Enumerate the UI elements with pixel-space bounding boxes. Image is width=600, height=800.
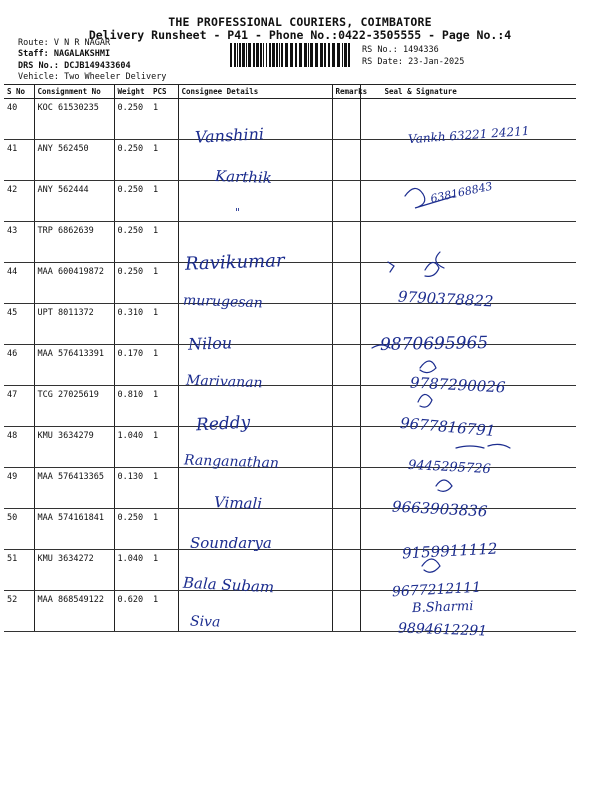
route-label: Route: <box>18 38 49 48</box>
company-title: THE PROFESSIONAL COURIERS, COIMBATORE <box>168 15 432 29</box>
vehicle-label: Vehicle: <box>18 72 59 82</box>
row-sno: 52 <box>4 591 34 632</box>
rs-no-label: RS No.: <box>362 45 398 55</box>
vehicle-value: Two Wheeler Delivery <box>64 72 167 82</box>
row-weight: 0.250 <box>114 99 150 140</box>
signature-stroke <box>425 262 439 276</box>
col-header-consignee: Consignee Details <box>178 85 332 99</box>
col-header-seal: Seal & Signature <box>360 85 576 99</box>
handwritten-consignee-name: Ranganathan <box>183 452 280 472</box>
row-sno: 48 <box>4 427 34 468</box>
handwritten-consignee-name: " <box>235 206 241 219</box>
row-consignment: ANY 562444 <box>34 181 114 222</box>
row-pcs: 1 <box>150 140 178 181</box>
row-sno: 51 <box>4 550 34 591</box>
staff-value: NAGALAKSHMI <box>53 49 111 59</box>
drs-value: DCJB149433604 <box>64 61 131 71</box>
handwritten-consignee-name: Nilou <box>187 333 233 354</box>
handwritten-seal-signature: 9787290026 <box>409 373 506 397</box>
row-sno: 44 <box>4 263 34 304</box>
signature-stroke <box>436 480 452 491</box>
row-pcs: 1 <box>150 550 178 591</box>
col-header-remarks: Remarks <box>332 85 360 99</box>
handwritten-consignee-name: Ravikumar <box>184 250 285 275</box>
col-header-weight: Weight <box>114 85 150 99</box>
row-pcs: 1 <box>150 99 178 140</box>
row-sno: 46 <box>4 345 34 386</box>
row-weight: 0.620 <box>114 591 150 632</box>
row-sno: 40 <box>4 99 34 140</box>
col-header-consignment: Consignment No <box>34 85 114 99</box>
row-weight: 0.250 <box>114 263 150 304</box>
row-weight: 0.810 <box>114 386 150 427</box>
row-pcs: 1 <box>150 509 178 550</box>
row-pcs: 1 <box>150 181 178 222</box>
signature-stroke <box>388 252 444 272</box>
handwritten-consignee-name: Marivanan <box>185 372 263 392</box>
row-consignment: ANY 562450 <box>34 140 114 181</box>
row-consignment: MAA 868549122 <box>34 591 114 632</box>
handwritten-seal-signature: 9870695965 <box>379 333 489 355</box>
row-pcs: 1 <box>150 386 178 427</box>
row-pcs: 1 <box>150 263 178 304</box>
row-consignment: MAA 576413365 <box>34 468 114 509</box>
row-sno: 42 <box>4 181 34 222</box>
col-header-sno: S No <box>4 85 34 99</box>
signature-stroke <box>456 444 510 448</box>
handwritten-consignee-name: Vimali <box>213 493 263 513</box>
handwritten-consignee-name: Vanshini <box>194 124 265 147</box>
col-header-pcs: PCS <box>150 85 178 99</box>
row-weight: 0.250 <box>114 140 150 181</box>
rs-date-value: 23-Jan-2025 <box>408 57 465 67</box>
row-weight: 0.250 <box>114 181 150 222</box>
staff-label: Staff: <box>18 49 49 59</box>
signature-stroke <box>372 345 390 348</box>
row-sno: 50 <box>4 509 34 550</box>
route-value: V N R NAGAR <box>53 38 111 48</box>
rs-date-label: RS Date: <box>362 57 403 67</box>
handwritten-seal-signature: 9677212111 <box>391 579 482 601</box>
signature-stroke <box>405 188 455 208</box>
row-pcs: 1 <box>150 304 178 345</box>
row-consignment: KOC 61530235 <box>34 99 114 140</box>
row-sno: 43 <box>4 222 34 263</box>
row-pcs: 1 <box>150 591 178 632</box>
row-sno: 49 <box>4 468 34 509</box>
handwritten-consignee-name: Bala Subam <box>182 573 275 597</box>
handwritten-seal-signature: 638168843 <box>429 179 494 206</box>
runsheet-title: Delivery Runsheet - P41 - Phone No.:0422-3505555 - Page No.:4 <box>88 28 512 42</box>
handwritten-consignee-name: Soundarya <box>190 534 272 552</box>
handwritten-consignee-name: murugesan <box>182 292 264 312</box>
handwritten-seal-signature: 9663903836 <box>391 497 488 521</box>
signature-stroke <box>420 361 436 373</box>
signature-stroke <box>422 559 440 572</box>
row-consignment: UPT 8011372 <box>34 304 114 345</box>
row-consignment: MAA 600419872 <box>34 263 114 304</box>
row-consignment: TCG 27025619 <box>34 386 114 427</box>
row-sno: 41 <box>4 140 34 181</box>
row-pcs: 1 <box>150 345 178 386</box>
row-pcs: 1 <box>150 427 178 468</box>
row-weight: 1.040 <box>114 550 150 591</box>
handwritten-consignee-name: Siva <box>189 613 221 631</box>
handwritten-seal-signature: 9445295726 <box>407 457 492 478</box>
handwritten-seal-signature: 9677816791 <box>399 413 497 441</box>
row-weight: 0.170 <box>114 345 150 386</box>
handwritten-seal-signature: Vankh 63221 24211 <box>407 123 530 147</box>
row-sno: 45 <box>4 304 34 345</box>
handwritten-seal-signature: 9790378822 <box>397 287 494 311</box>
row-sno: 47 <box>4 386 34 427</box>
row-consignment: MAA 574161841 <box>34 509 114 550</box>
row-consignment: KMU 3634272 <box>34 550 114 591</box>
handwritten-consignee-name: Karthik <box>214 167 273 187</box>
row-weight: 0.130 <box>114 468 150 509</box>
handwritten-consignee-name: Reddy <box>195 412 251 436</box>
row-weight: 0.310 <box>114 304 150 345</box>
rs-no-value: 1494336 <box>402 45 439 55</box>
row-consignment: TRP 6862639 <box>34 222 114 263</box>
handwritten-seal-signature: 9159911112 <box>401 539 498 563</box>
row-consignment: KMU 3634279 <box>34 427 114 468</box>
row-consignment: MAA 576413391 <box>34 345 114 386</box>
row-pcs: 1 <box>150 222 178 263</box>
handwritten-seal-number: 9894612291 <box>397 620 488 640</box>
signature-stroke <box>418 394 432 407</box>
handwritten-seal-name: B.Sharmi <box>411 598 474 617</box>
row-weight: 0.250 <box>114 509 150 550</box>
row-weight: 0.250 <box>114 222 150 263</box>
row-weight: 1.040 <box>114 427 150 468</box>
row-pcs: 1 <box>150 468 178 509</box>
drs-label: DRS No.: <box>18 61 59 71</box>
